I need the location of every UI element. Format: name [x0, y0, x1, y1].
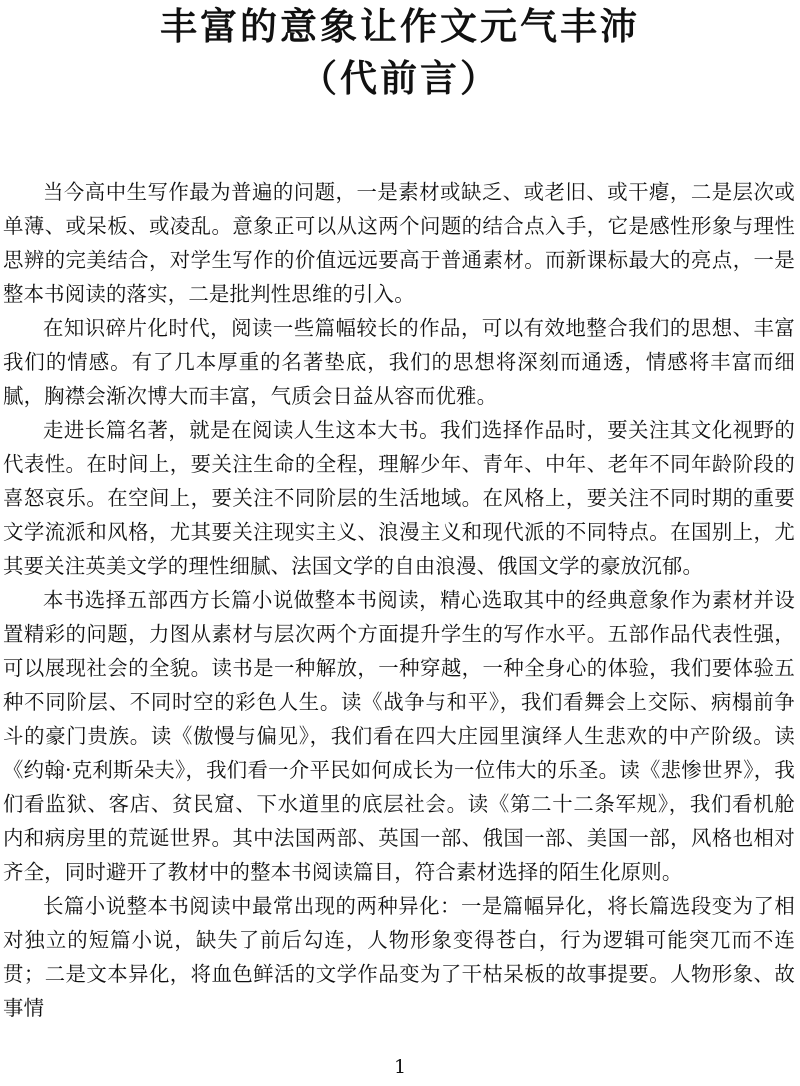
- paragraph-2: 在知识碎片化时代，阅读一些篇幅较长的作品，可以有效地整合我们的思想、丰富我们的情感。有了几本厚重的名著垫底，我们的思想将深刻而通透，情感将丰富而细腻，胸襟会渐次博大而丰富，气质会日益从容而优雅。: [3, 316, 795, 408]
- paragraph-5: 长篇小说整本书阅读中最常出现的两种异化：一是篇幅异化，将长篇选段变为了相对独立的短篇小说，缺失了前后勾连，人物形象变得苍白，行为逻辑可能突兀而不连贯；二是文本异化，将血色鲜活的文学作品变为了干枯呆板的故事提要。人物形象、故事情: [3, 894, 795, 1020]
- body-text: [3, 175, 795, 1025]
- paragraph-4: 本书选择五部西方长篇小说做整本书阅读，精心选取其中的经典意象作为素材并设置精彩的问题，力图从素材与层次两个方面提升学生的写作水平。五部作品代表性强，可以展现社会的全貌。读书是一种解放，一种穿越，一种全身心的体验，我们要体验五种不同阶层、不同时空的彩色人生。读《战争与和平》，我们看舞会上交际、病榻前争斗的豪门贵族。读《傲慢与偏见》，我们看在四大庄园里演绎人生悲欢的中产阶级。读《约翰·克利斯朵夫》，我们看一介平民如何成长为一位伟大的乐圣。读《悲惨世界》，我们看监狱、客店、贫民窟、下水道里的底层社会。读《第二十二条军规》，我们看机舱内和病房里的荒诞世界。其中法国两部、英国一部、俄国一部、美国一部，风格也相对齐全，同时避开了教材中的整本书阅读篇目，符合素材选择的陌生化原则。: [3, 588, 795, 884]
- page-number: 1: [393, 1056, 407, 1078]
- paragraph-3: 走进长篇名著，就是在阅读人生这本大书。我们选择作品时，要关注其文化视野的代表性。在时间上，要关注生命的全程，理解少年、青年、中年、老年不同年龄阶段的喜怒哀乐。在空间上，要关注不同阶层的生活地域。在风格上，要关注不同时期的重要文学流派和风格，尤其要关注现实主义、浪漫主义和现代派的不同特点。在国别上，尤其要关注英美文学的理性细腻、法国文学的自由浪漫、俄国文学的豪放沉郁。: [3, 418, 795, 578]
- paragraph-1: 当今高中生写作最为普遍的问题，一是素材或缺乏、或老旧、或干瘪，二是层次或单薄、或呆板、或凌乱。意象正可以从这两个问题的结合点入手，它是感性形象与理性思辨的完美结合，对学生写作的价值远远要高于普通素材。而新课标最大的亮点，一是整本书阅读的落实，二是批判性思维的引入。: [3, 180, 795, 306]
- page-subtitle: （代前言）: [300, 57, 500, 100]
- page-title: 丰富的意象让作文元气丰沛: [160, 5, 640, 48]
